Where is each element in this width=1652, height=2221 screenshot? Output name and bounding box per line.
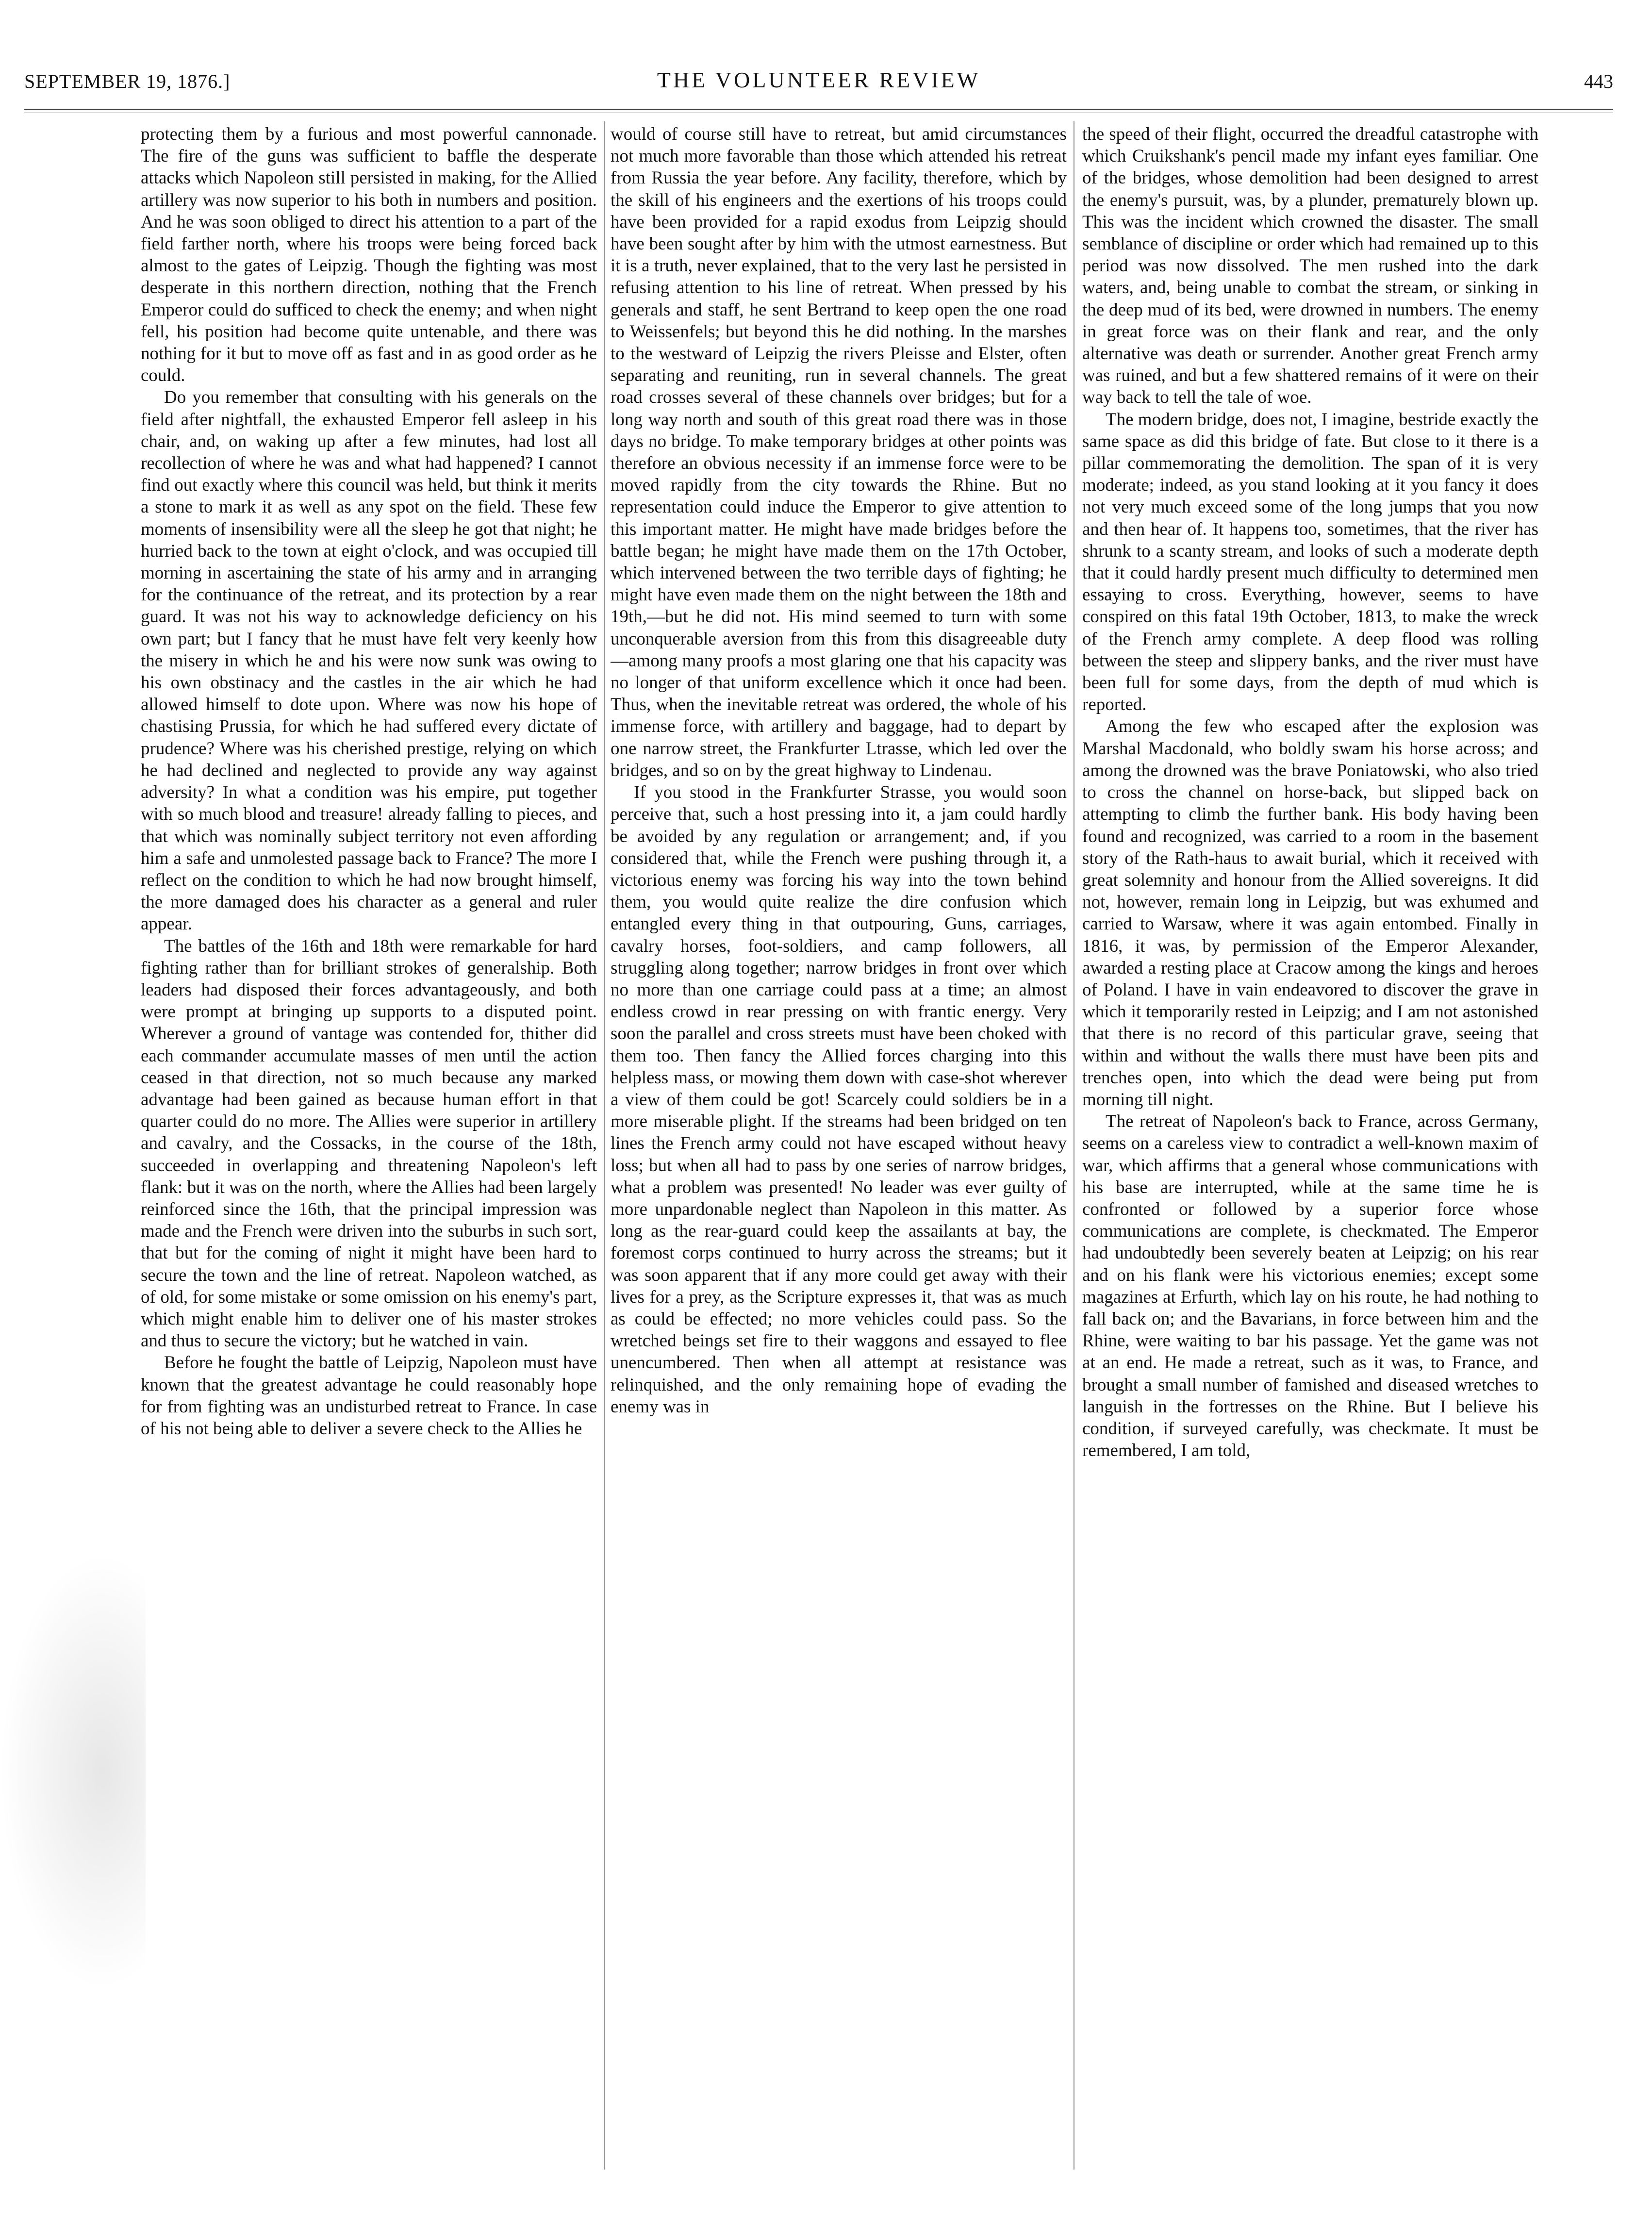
- paragraph: Do you remember that consulting with his generals on the field after nightfall, the exhausted Emperor fell asleep in his chair, and, on waking up after a few minutes, had lost all recollection of where he was and what had happened? I cannot find out exactly where this council was held, but think it merits a stone to mark it as well as any spot on the field. These few moments of insensibility were all the sleep he got that night; he hurried back to the town at eight o'clock, and was occupied till morning in ascertaining the state of his army and in arranging for the continuance of the retreat, and its protection by a rear guard. It was not his way to acknowledge deficiency on his own part; but I fancy that he must have felt very keenly how the misery in which he and his were now sunk was owing to his own obstinacy and the castles in the air which he had allowed himself to dote upon. Where was now his hope of chastising Prussia, for which he had suffered every dictate of prudence? Where was his cherished prestige, relying on which he had declined and neglected to provide any way against adversity? In what a condition was his empire, put together with so much blood and treasure! already falling to pieces, and that which was nominally subject territory not even affording him a safe and unmolested passage back to France? The more I reflect on the condition to which he had now brought himself, the more damaged does his character as a general and ruler appear.: [141, 387, 597, 934]
- text-column-1: [141, 123, 597, 2210]
- paragraph: the speed of their flight, occurred the dreadful catastrophe with which Cruikshank's pencil made my infant eyes familiar. One of the bridges, whose demolition had been designed to arrest the enemy's pursuit, was, by a plunder, prematurely blown up. This was the incident which crowned the disaster. The small semblance of discipline or order which had remained up to this period was now dissolved. The men rushed into the dark waters, and, being unable to combat the stream, or sinking in the deep mud of its bed, were drowned in numbers. The enemy in great force was on their flank and rear, and the only alternative was death or surrender. Another great French army was ruined, and but a few shattered remains of it were on their way back to tell the tale of woe.: [1082, 124, 1538, 408]
- paragraph: The battles of the 16th and 18th were remarkable for hard fighting rather than for brilliant strokes of generalship. Both leaders had disposed their forces advantageously, and both were prompt at bringing up supports to a disputed point. Wherever a ground of vantage was contended for, thither did each commander accumulate masses of men until the action ceased in that direction, not so much because any marked advantage had been gained as because human effort in that quarter could do no more. The Allies were superior in artillery and cavalry, and the Cossacks, in the course of the 18th, succeeded in overlapping and threatening Napoleon's left flank: but it was on the north, where the Allies had been largely reinforced since the 16th, that the principal impression was made and the French were driven into the suburbs in such sort, that but for the coming of night it might have been hard to secure the town and the line of retreat. Napoleon watched, as of old, for some mistake or some omission on his enemy's part, which might enable him to deliver one of his master strokes and thus to secure the victory; but he watched in vain.: [141, 936, 597, 1351]
- paper-stain: [0, 1553, 146, 1990]
- issue-date: SEPTEMBER 19, 1876.]: [24, 70, 231, 92]
- paragraph: The modern bridge, does not, I imagine, bestride exactly the same space as did this bridge of fate. But close to it there is a pillar commemorating the demolition. The span of it is very moderate; indeed, as you stand looking at it you fancy it does not very much exceed some of the long jumps that you now and then hear of. It happens too, sometimes, that the river has shrunk to a scanty stream, and looks of such a moderate depth that it could hardly present much difficulty to determined men essaying to cross. Everything, however, seems to have conspired on this fatal 19th October, 1813, to make the wreck of the French army complete. A deep flood was rolling between the steep and slippery banks, and the river must have been full for some days, from the depth of mud which is reported.: [1082, 409, 1538, 715]
- paragraph: If you stood in the Frankfurter Strasse, you would soon perceive that, such a host pressing into it, a jam could hardly be avoided by any regulation or arrangement; and, if you considered that, while the French were pushing through it, a victorious enemy was forcing his way into the town behind them, you would quite realize the dire confusion which entangled every thing in that outpouring, Guns, carriages, cavalry horses, foot-soldiers, and camp followers, all struggling along together; narrow bridges in front over which no more than one carriage could pass at a time; an almost endless crowd in rear pressing on with frantic energy. Very soon the parallel and cross streets must have been choked with them too. Then fancy the Allied forces charging into this helpless mass, or mowing them down with case-shot wherever a view of them could be got! Scarcely could soldiers be in a more miserable plight. If the streams had been bridged on ten lines the French army could not have escaped without heavy loss; but when all had to pass by one series of narrow bridges, what a problem was presented! No leader was ever guilty of more unpardonable neglect than Napoleon in this matter. As long as the rear-guard could keep the assailants at bay, the foremost corps continued to hurry across the streams; but it was soon apparent that if any more could get away with their lives for a prey, as the Scripture expresses it, that was as much as could be effected; no more vehicles could pass. So the wretched beings set fire to their waggons and essayed to flee unencumbered. Then when all attempt at resistance was relinquished, and the only remaining hope of evading the enemy was in: [611, 782, 1067, 1417]
- paragraph: Before he fought the battle of Leipzig, Napoleon must have known that the greatest advantage he could reasonably hope for from fighting was an undisturbed retreat to France. In case of his not being able to deliver a severe check to the Allies he: [141, 1353, 597, 1439]
- paragraph: The retreat of Napoleon's back to France, across Germany, seems on a careless view to contradict a well-known maxim of war, which affirms that a general whose communications with his base are interrupted, while at the same time he is confronted or followed by a superior force whose communications are complete, is checkmated. The Emperor had undoubtedly been severely beaten at Leipzig; on his rear and on his flank were his victorious enemies; except some magazines at Erfurth, which lay on his route, he had nothing to fall back on; and the Bavarians, in force between him and the Rhine, were waiting to bar his passage. Yet the game was not at an end. He made a retreat, such as it was, to France, and brought a small number of famished and diseased wretches to languish in the fortresses on the Rhine. But I believe his condition, if surveyed carefully, was checkmate. It must be remembered, I am told,: [1082, 1111, 1538, 1461]
- text-column-3: [1082, 123, 1538, 2210]
- column-separator: [604, 121, 605, 2170]
- header-rule: [24, 109, 1613, 110]
- paragraph: would of course still have to retreat, but amid circumstances not much more favorable than those which attended his retreat from Russia the year before. Any facility, therefore, which by the skill of his engineers and the exertions of his troops could have been provided for a rapid exodus from Leipzig should have been sought after by him with the utmost earnestness. But it is a truth, never explained, that to the very last he persisted in refusing attention to his line of retreat. When pressed by his generals and staff, he sent Bertrand to keep open the one road to Weissenfels; but beyond this he did nothing. In the marshes to the westward of Leipzig the rivers Pleisse and Elster, often separating and reuniting, run in several channels. The great road crosses several of these channels over bridges; but for a long way north and south of this great road there was in those days no bridge. To make temporary bridges at other points was therefore an obvious necessity if an immense force were to be moved rapidly from the city towards the Rhine. But no representation could induce the Emperor to give attention to this important matter. He might have made bridges before the battle began; he might have made them on the 17th October, which intervened between the two terrible days of fighting; he might have even made them on the night between the 18th and 19th,—but he did not. His mind seemed to turn with some unconquerable aversion from this from this disagreeable duty—among many proofs a most glaring one that his capacity was no longer of that uniform excellence which it once had been. Thus, when the inevitable retreat was ordered, the whole of his immense force, with artillery and baggage, had to depart by one narrow street, the Frankfurter Ltrasse, which led over the bridges, and so on by the great highway to Lindenau.: [611, 124, 1067, 780]
- paragraph: protecting them by a furious and most powerful cannonade. The fire of the guns was sufficient to baffle the desperate attacks which Napoleon still persisted in making, for the Allied artillery was now superior to his both in numbers and position. And he was soon obliged to direct his attention to a part of the field farther north, where his troops were being forced back almost to the gates of Leipzig. Though the fighting was most desperate in this northern direction, nothing that the French Emperor could do sufficed to check the enemy; and when night fell, his position had become quite untenable, and there was nothing for it but to move off as fast and in as good order as he could.: [141, 124, 597, 386]
- page-number: 443: [1584, 70, 1613, 92]
- publication-title: THE VOLUNTEER REVIEW: [657, 67, 981, 92]
- paragraph: Among the few who escaped after the explosion was Marshal Macdonald, who boldly swam his horse across; and among the drowned was the brave Poniatowski, who also tried to cross the channel on horse-back, but slipped back on attempting to climb the further bank. His body having been found and recognized, was carried to a room in the basement story of the Rath-haus to await burial, which it received with great solemnity and honour from the Allied sovereigns. It did not, however, remain long in Leipzig, but was exhumed and carried to Warsaw, where it was again entombed. Finally in 1816, it was, by permission of the Emperor Alexander, awarded a resting place at Cracow among the kings and heroes of Poland. I have in vain endeavored to discover the grave in which it temporarily rested in Leipzig; and I am not astonished that there is no record of this particular grave, seeing that within and without the walls there must have been pits and trenches open, into which the dead were being put from morning till night.: [1082, 716, 1538, 1110]
- text-column-2: [611, 123, 1067, 2210]
- page-header: [24, 66, 1613, 105]
